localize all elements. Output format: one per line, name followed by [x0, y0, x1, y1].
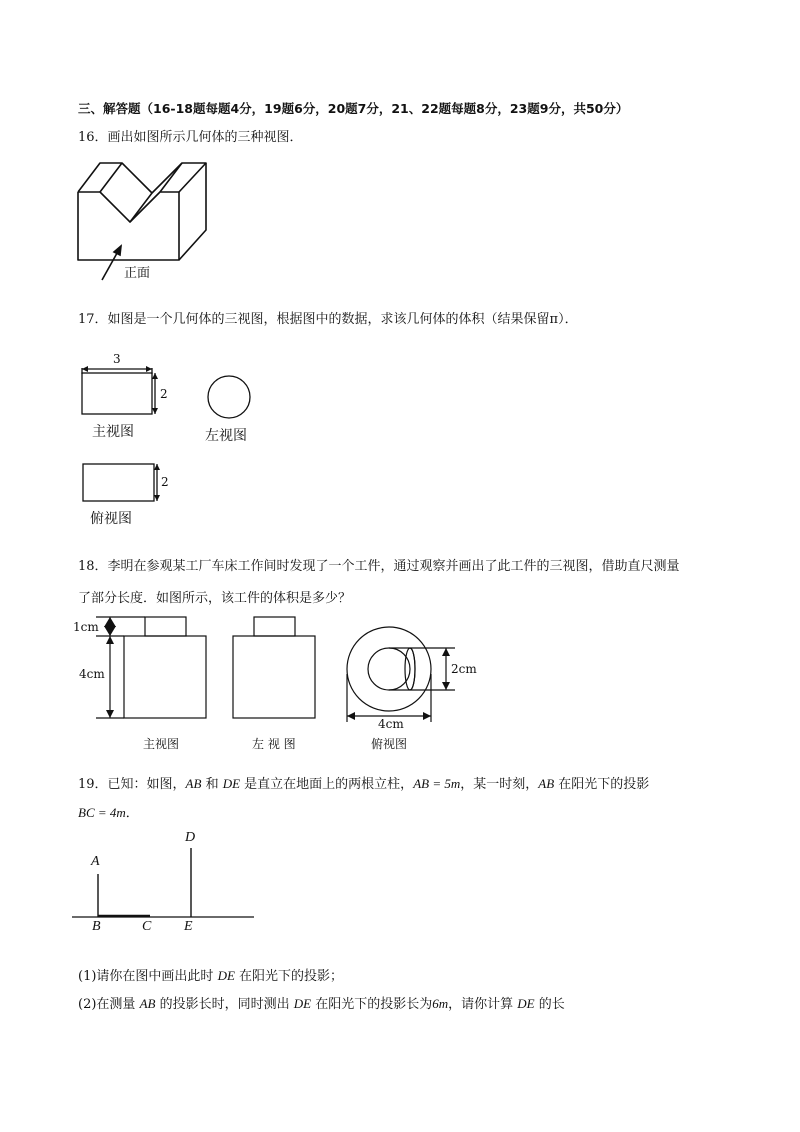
q19-part2-ab: AB [139, 996, 156, 1011]
section-heading: 三、解答题（16-18题每题4分，19题6分，20题7分，21、22题每题8分，23题9分，共50分） [78, 101, 629, 116]
q19-ab-2: AB [538, 776, 555, 791]
q19-part-1 [78, 967, 343, 986]
q19-label-b: B [92, 919, 101, 934]
q17-top-height-label: 2 [161, 475, 169, 489]
question-18-text-line2: 了部分长度．如图所示，该工件的体积是多少？ [78, 591, 352, 606]
q19-label-c: C [142, 919, 152, 934]
q17-top-view-caption: 俯视图 [90, 511, 132, 527]
q18-4cm-left-label: 4cm [79, 667, 105, 681]
q17-front-height-label: 2 [160, 387, 168, 401]
q19-intro: 19．已知：如图， [78, 777, 186, 792]
q19-part2-6m: 6m [432, 996, 449, 1011]
q19-part2-de-2: DE [517, 996, 535, 1011]
q19-de: DE [222, 776, 241, 791]
q19-part2-end: 的长 [534, 997, 565, 1012]
q19-label-a: A [91, 854, 100, 869]
q19-part1-de: DE [217, 968, 235, 983]
q19-period: ． [125, 806, 139, 821]
q19-ab-eq: AB = 5m [413, 776, 461, 791]
q19-posts-text: 是直立在地面上的两根立柱， [240, 777, 414, 792]
question-16-text: 16．画出如图所示几何体的三种视图． [78, 130, 303, 145]
q18-top-view-caption: 俯视图 [371, 737, 408, 751]
q16-front-label: 正面 [124, 266, 151, 281]
q18-4cm-bottom-label: 4cm [378, 717, 404, 731]
q19-part-2 [78, 995, 565, 1014]
q17-front-view-caption: 主视图 [92, 424, 134, 440]
q19-label-d: D [185, 830, 196, 845]
q19-part2-intro: (2)在测量 [78, 997, 140, 1012]
q19-and: 和 [201, 777, 223, 792]
q19-part2-calc-text: ，请你计算 [448, 997, 518, 1012]
q19-ab: AB [185, 776, 202, 791]
question-18-text-line1: 18．李明在参观某工厂车床工作间时发现了一个工件，通过观察并画出了此工件的三视图，借助直尺测量 [78, 559, 680, 574]
q19-label-e: E [184, 919, 193, 934]
q19-bc-eq: BC = 4m [78, 805, 126, 820]
q18-2cm-label: 2cm [451, 662, 477, 676]
q18-left-view-caption: 左 视 图 [252, 737, 296, 751]
q17-width-label: 3 [113, 352, 121, 366]
question-17-text: 17．如图是一个几何体的三视图，根据图中的数据，求该几何体的体积（结果保留π）． [78, 312, 578, 327]
q19-part1-intro: (1)请你在图中画出此时 [78, 969, 218, 984]
q19-part2-length-text: 在阳光下的投影长为 [311, 997, 433, 1012]
q17-left-view-caption: 左视图 [205, 428, 247, 444]
q18-1cm-label: 1cm [73, 620, 99, 634]
q19-part2-de: DE [293, 996, 312, 1011]
q19-part1-end: 在阳光下的投影； [234, 969, 344, 984]
q19-moment-text: ，某一时刻， [460, 777, 539, 792]
q18-front-view-caption: 主视图 [143, 737, 180, 751]
q19-part2-mid: 的投影长时，同时测出 [155, 997, 294, 1012]
q19-projection-text: 在阳光下的投影 [554, 777, 650, 792]
